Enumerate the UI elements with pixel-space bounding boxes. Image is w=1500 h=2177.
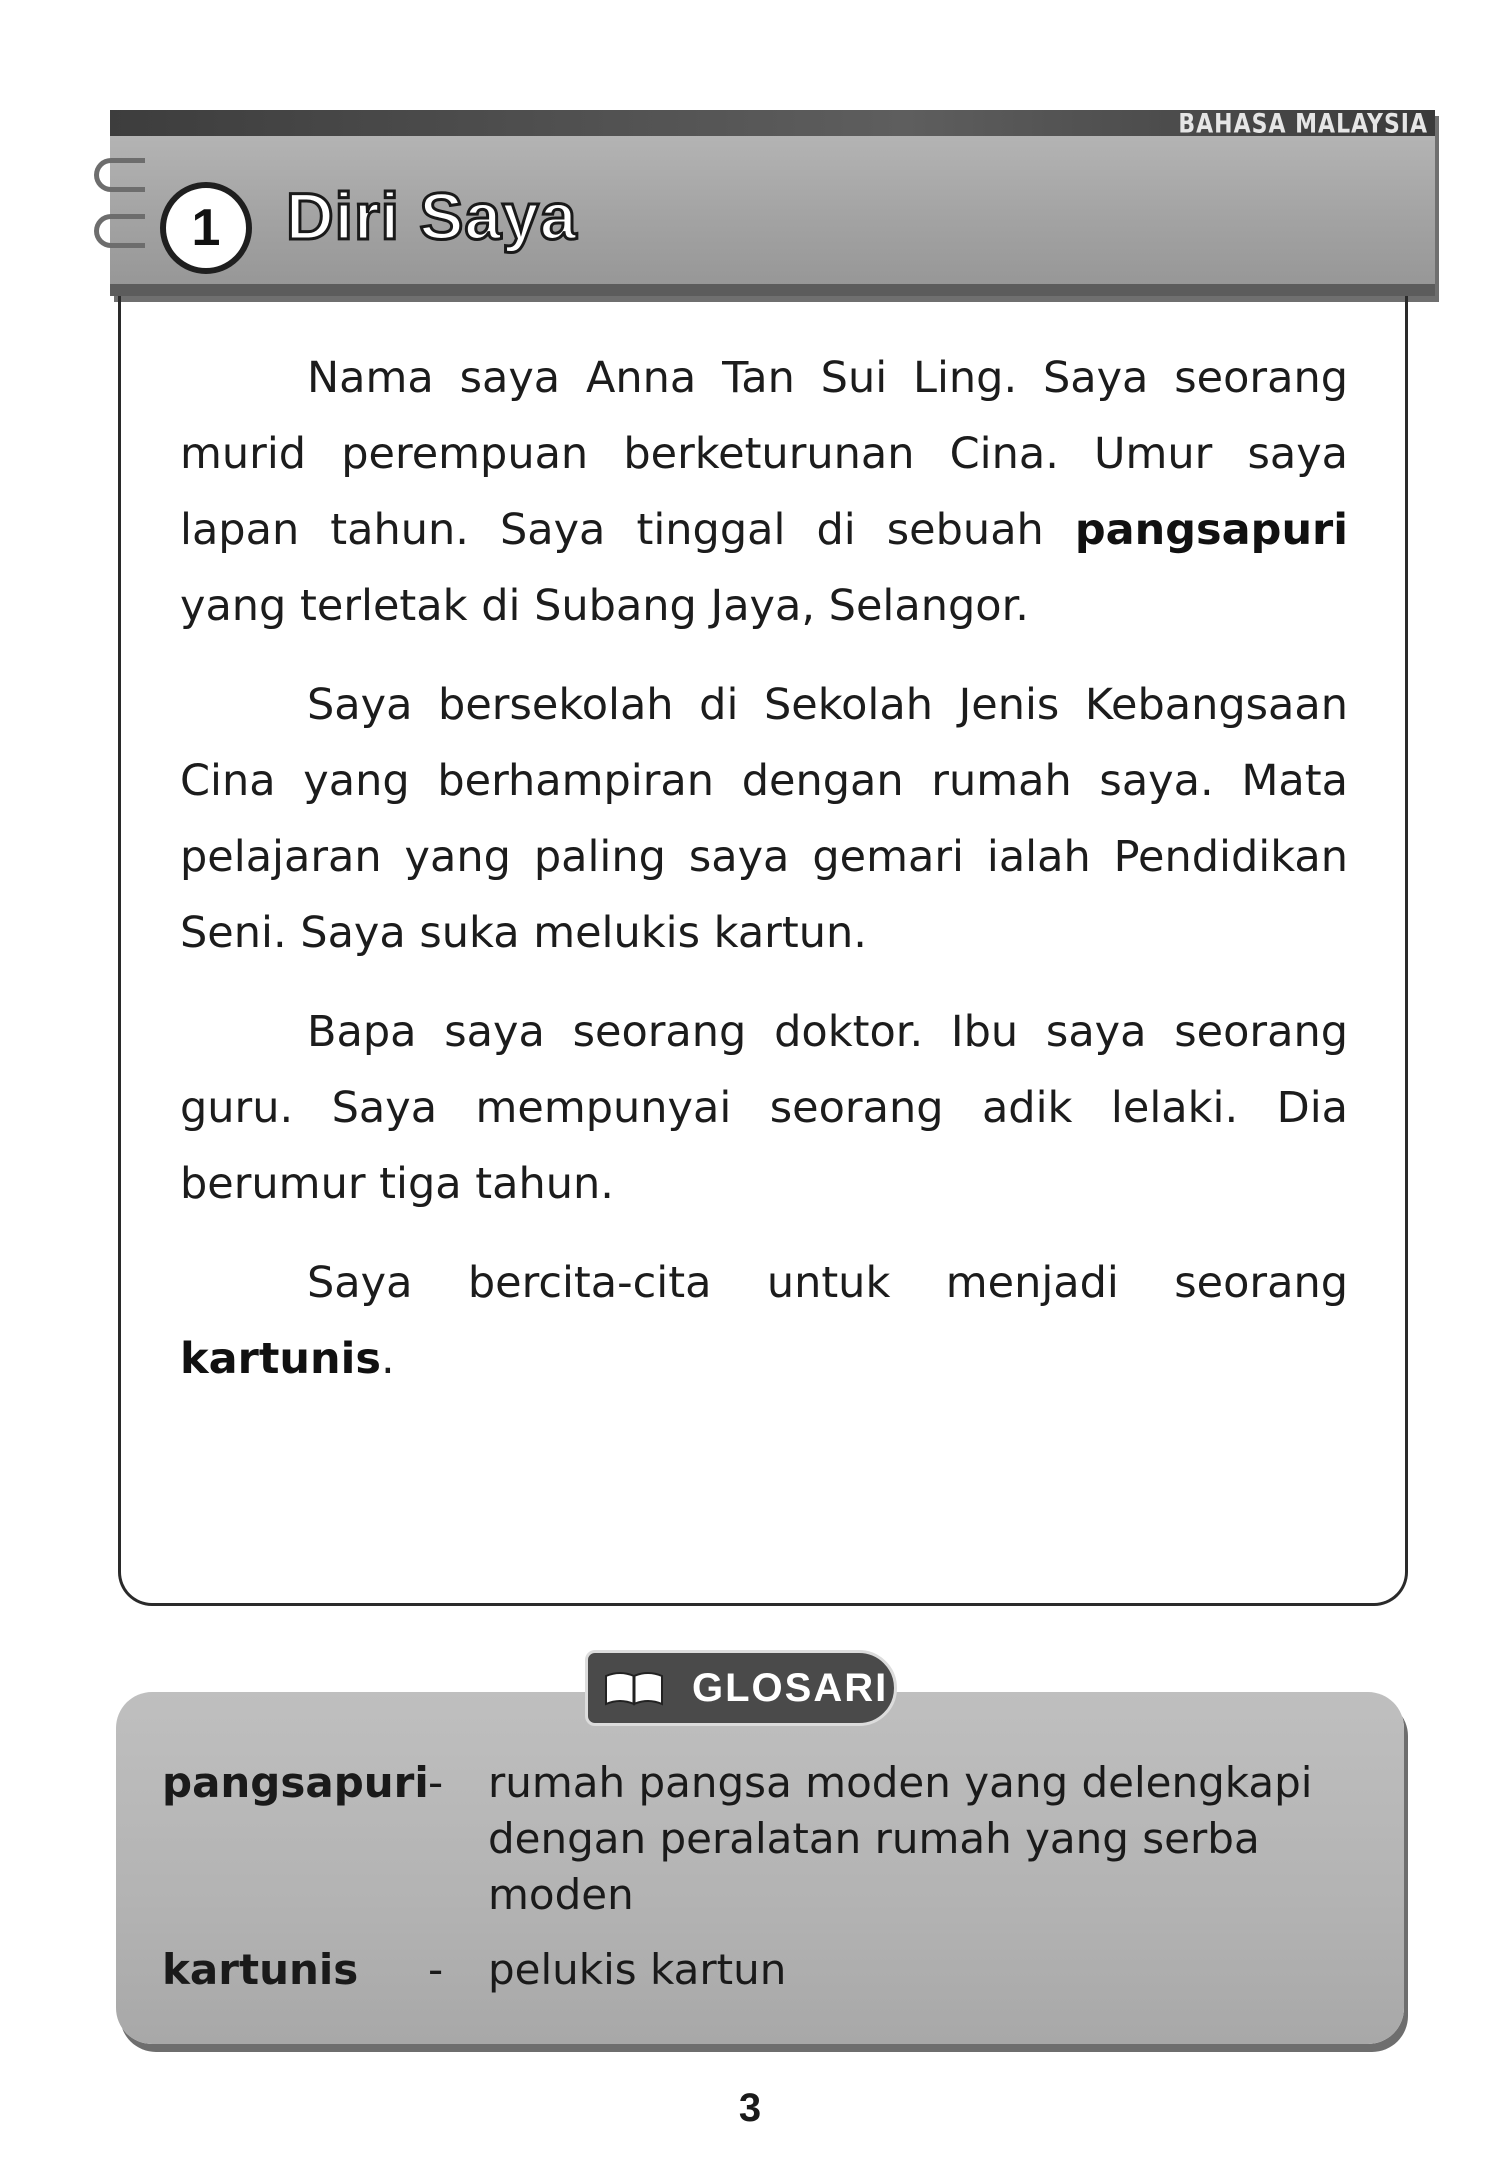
paragraph-4-text: Saya bercita-cita untuk menjadi seorang [307,1258,1348,1308]
reading-passage [180,340,1348,1420]
paragraph-4 [180,1245,1348,1397]
glossary-dash: - [428,1758,444,1807]
header-bar-bottom-strip [110,284,1435,296]
glossary-term: pangsapuri [162,1758,429,1807]
glossary-tab [585,1650,897,1726]
chapter-title: Diri Saya [286,179,578,253]
paragraph-1-text-end: yang terletak di Subang Jaya, Selangor. [180,581,1029,631]
paragraph-2: Saya bersekolah di Sekolah Jenis Kebangsaan Cina yang berhampiran dengan rumah saya. Mata pelajaran yang paling saya gemari ialah Pendidikan Seni. Saya suka melukis kartun. [180,680,1348,958]
glossary-dash: - [428,1945,444,1994]
subject-label: BAHASA MALAYSIA [1178,109,1428,140]
keyword-pangsapuri: pangsapuri [1074,505,1348,555]
glossary-term: kartunis [162,1945,359,1994]
binder-ring-icon [94,214,145,248]
paragraph-4-text-end: . [380,1334,395,1384]
glossary-definition: rumah pangsa moden yang delengkapi dengan peralatan rumah yang serba moden [488,1758,1313,1919]
keyword-kartunis: kartunis [180,1334,381,1384]
glossary-definition: pelukis kartun [488,1945,787,1994]
page-number: 3 [738,2086,762,2130]
paragraph-3: Bapa saya seorang doktor. Ibu saya seorang guru. Saya mempunyai seorang adik lelaki. Dia berumur tiga tahun. [180,1007,1348,1209]
glossary-title: GLOSARI [692,1665,889,1710]
chapter-number-badge: 1 [160,182,252,274]
paragraph-1-text: Nama saya Anna Tan Sui Ling. Saya seorang murid perempuan berketurunan Cina. Umur saya lapan tahun. Saya tinggal di sebuah [180,353,1348,555]
book-icon [602,1668,666,1708]
paragraph-1 [180,340,1348,644]
binder-ring-icon [94,158,145,192]
